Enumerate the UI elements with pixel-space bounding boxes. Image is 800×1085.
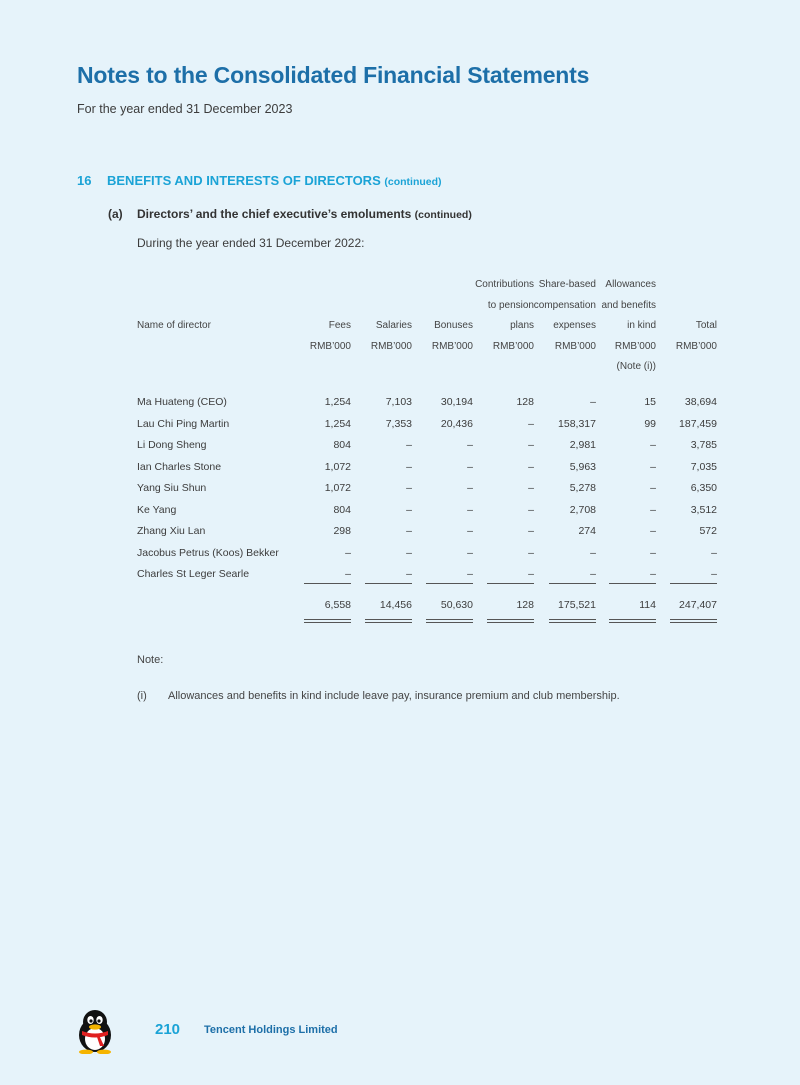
- page-number: 210: [155, 1021, 181, 1038]
- bonuses-value: –: [467, 482, 473, 494]
- allowances-value: –: [650, 439, 656, 451]
- share-based-value: 5,278: [569, 482, 596, 494]
- director-name: Zhang Xiu Lan: [137, 525, 206, 537]
- total-header-line: Total: [695, 320, 717, 331]
- director-name: Yang Siu Shun: [137, 482, 207, 494]
- bonuses-value: –: [467, 439, 473, 451]
- fees-total-rule-top: [304, 619, 351, 620]
- total-value: 187,459: [679, 417, 717, 430]
- share-based-value: –: [590, 396, 596, 408]
- bonuses-header-line: RMB’000: [431, 340, 473, 352]
- total-total-rule-top: [670, 619, 717, 620]
- name-column-header: Name of director: [137, 320, 211, 331]
- allowances-value: –: [650, 525, 656, 537]
- bonuses-value: –: [467, 525, 473, 537]
- share-based-header-line: RMB’000: [554, 340, 596, 352]
- fees-value: 804: [333, 503, 351, 516]
- fees-value: –: [345, 546, 351, 559]
- pension-header-line: RMB’000: [492, 340, 534, 352]
- fees-header-line: RMB’000: [309, 340, 351, 352]
- total-total-value: 247,407: [679, 599, 717, 611]
- pension-total-rule-bottom: [487, 622, 534, 623]
- salaries-subtotal-rule: [365, 583, 412, 584]
- share-based-header-line: Share-based: [538, 279, 596, 290]
- fees-total-rule-bottom: [304, 622, 351, 623]
- share-based-value: 2,708: [569, 503, 596, 516]
- bonuses-subtotal-rule: [426, 583, 473, 584]
- pension-value: 128: [516, 396, 534, 408]
- allowances-header-line: Allowances: [605, 279, 656, 290]
- salaries-value: –: [406, 460, 412, 473]
- fees-value: 1,254: [324, 396, 351, 408]
- pension-total-value: 128: [516, 599, 534, 611]
- subsection-continued: (continued): [414, 209, 472, 221]
- total-value: 3,785: [690, 439, 717, 451]
- share-based-total-rule-bottom: [549, 622, 596, 623]
- allowances-value: –: [650, 482, 656, 494]
- allowances-value: –: [650, 503, 656, 516]
- section-heading: [77, 173, 442, 188]
- total-value: 7,035: [690, 460, 717, 473]
- bonuses-value: –: [467, 546, 473, 559]
- pension-value: –: [528, 503, 534, 516]
- bonuses-header-line: Bonuses: [434, 320, 473, 331]
- bonuses-value: –: [467, 503, 473, 516]
- salaries-value: –: [406, 439, 412, 451]
- company-name: Tencent Holdings Limited: [204, 1024, 338, 1036]
- total-value: –: [711, 546, 717, 559]
- total-value: –: [711, 568, 717, 580]
- fees-value: –: [345, 568, 351, 580]
- director-name: Ma Huateng (CEO): [137, 396, 227, 408]
- director-name: Ian Charles Stone: [137, 460, 222, 473]
- share-based-header-line: compensation: [533, 299, 596, 311]
- fees-subtotal-rule: [304, 583, 351, 584]
- fees-value: 298: [333, 525, 351, 537]
- penguin-logo-icon: [74, 1008, 116, 1054]
- director-name: Ke Yang: [137, 503, 177, 516]
- pension-value: –: [528, 417, 534, 430]
- subsection-title: Directors’ and the chief executive’s emoluments: [137, 207, 412, 221]
- fees-value: 1,254: [324, 417, 351, 430]
- pension-value: –: [528, 482, 534, 494]
- director-name: Li Dong Sheng: [137, 439, 207, 451]
- pension-value: –: [528, 460, 534, 473]
- share-based-value: –: [590, 568, 596, 580]
- pension-header-line: plans: [510, 320, 534, 331]
- intro-text: During the year ended 31 December 2022:: [137, 236, 365, 250]
- fees-value: 1,072: [324, 482, 351, 494]
- allowances-value: 99: [644, 417, 656, 430]
- allowances-subtotal-rule: [609, 583, 656, 584]
- share-based-value: 158,317: [558, 417, 596, 430]
- allowances-value: –: [650, 546, 656, 559]
- bonuses-value: 30,194: [440, 396, 473, 408]
- share-based-value: –: [590, 546, 596, 559]
- allowances-total-rule-bottom: [609, 622, 656, 623]
- salaries-header-line: RMB’000: [370, 340, 412, 352]
- salaries-total-rule-bottom: [365, 622, 412, 623]
- share-based-total-value: 175,521: [558, 599, 596, 611]
- fees-value: 804: [333, 439, 351, 451]
- allowances-header-line: RMB’000: [614, 340, 656, 352]
- fees-total-value: 6,558: [324, 599, 351, 611]
- total-value: 3,512: [690, 503, 717, 516]
- note-label: Note:: [137, 654, 164, 666]
- section-title: BENEFITS AND INTERESTS OF DIRECTORS: [107, 173, 381, 188]
- total-total-rule-bottom: [670, 622, 717, 623]
- allowances-total-rule-top: [609, 619, 656, 620]
- share-based-header-line: expenses: [553, 320, 596, 331]
- allowances-header-line: (Note (i)): [616, 361, 656, 372]
- allowances-total-value: 114: [639, 599, 656, 611]
- total-value: 6,350: [690, 482, 717, 494]
- salaries-value: –: [406, 503, 412, 516]
- bonuses-total-rule-bottom: [426, 622, 473, 623]
- allowances-value: –: [650, 568, 656, 580]
- total-value: 572: [699, 525, 717, 537]
- fees-value: 1,072: [324, 460, 351, 473]
- salaries-value: –: [406, 482, 412, 494]
- share-based-value: 274: [578, 525, 596, 537]
- fees-header-line: Fees: [328, 320, 351, 331]
- pension-value: –: [528, 546, 534, 559]
- page-title: Notes to the Consolidated Financial Statements: [77, 62, 590, 88]
- subsection-heading: [108, 207, 472, 221]
- bonuses-value: 20,436: [440, 417, 473, 430]
- pension-value: –: [528, 525, 534, 537]
- salaries-value: –: [406, 546, 412, 559]
- director-name: Lau Chi Ping Martin: [137, 417, 230, 430]
- share-based-subtotal-rule: [549, 583, 596, 584]
- pension-header-line: to pension: [487, 299, 534, 311]
- bonuses-total-rule-top: [426, 619, 473, 620]
- note-text: Allowances and benefits in kind include leave pay, insurance premium and club membership.: [168, 690, 620, 702]
- total-header-line: RMB’000: [675, 340, 717, 352]
- salaries-value: 7,103: [385, 396, 412, 408]
- pension-total-rule-top: [487, 619, 534, 620]
- salaries-value: –: [406, 525, 412, 537]
- bonuses-value: –: [467, 460, 473, 473]
- share-based-value: 2,981: [569, 439, 596, 451]
- total-value: 38,694: [684, 396, 717, 408]
- salaries-total-rule-top: [365, 619, 412, 620]
- bonuses-value: –: [467, 568, 473, 580]
- allowances-value: –: [650, 460, 656, 473]
- allowances-header-line: in kind: [627, 320, 656, 331]
- subsection-label: (a): [108, 207, 123, 221]
- page-subtitle: For the year ended 31 December 2023: [77, 102, 293, 116]
- director-name: Jacobus Petrus (Koos) Bekker: [137, 546, 279, 559]
- director-name: Charles St Leger Searle: [137, 568, 250, 580]
- salaries-total-value: 14,456: [379, 599, 412, 611]
- pension-subtotal-rule: [487, 583, 534, 584]
- salaries-header-line: Salaries: [375, 320, 412, 331]
- share-based-value: 5,963: [569, 460, 596, 473]
- allowances-header-line: and benefits: [601, 299, 656, 311]
- section-continued: (continued): [384, 176, 442, 188]
- section-number: 16: [77, 173, 92, 188]
- allowances-value: 15: [644, 396, 656, 408]
- salaries-value: –: [406, 568, 412, 580]
- pension-value: –: [528, 439, 534, 451]
- pension-header-line: Contributions: [475, 279, 534, 290]
- total-subtotal-rule: [670, 583, 717, 584]
- share-based-total-rule-top: [549, 619, 596, 620]
- bonuses-total-value: 50,630: [440, 599, 473, 611]
- salaries-value: 7,353: [385, 417, 412, 430]
- pension-value: –: [528, 568, 534, 580]
- note-index: (i): [137, 690, 147, 702]
